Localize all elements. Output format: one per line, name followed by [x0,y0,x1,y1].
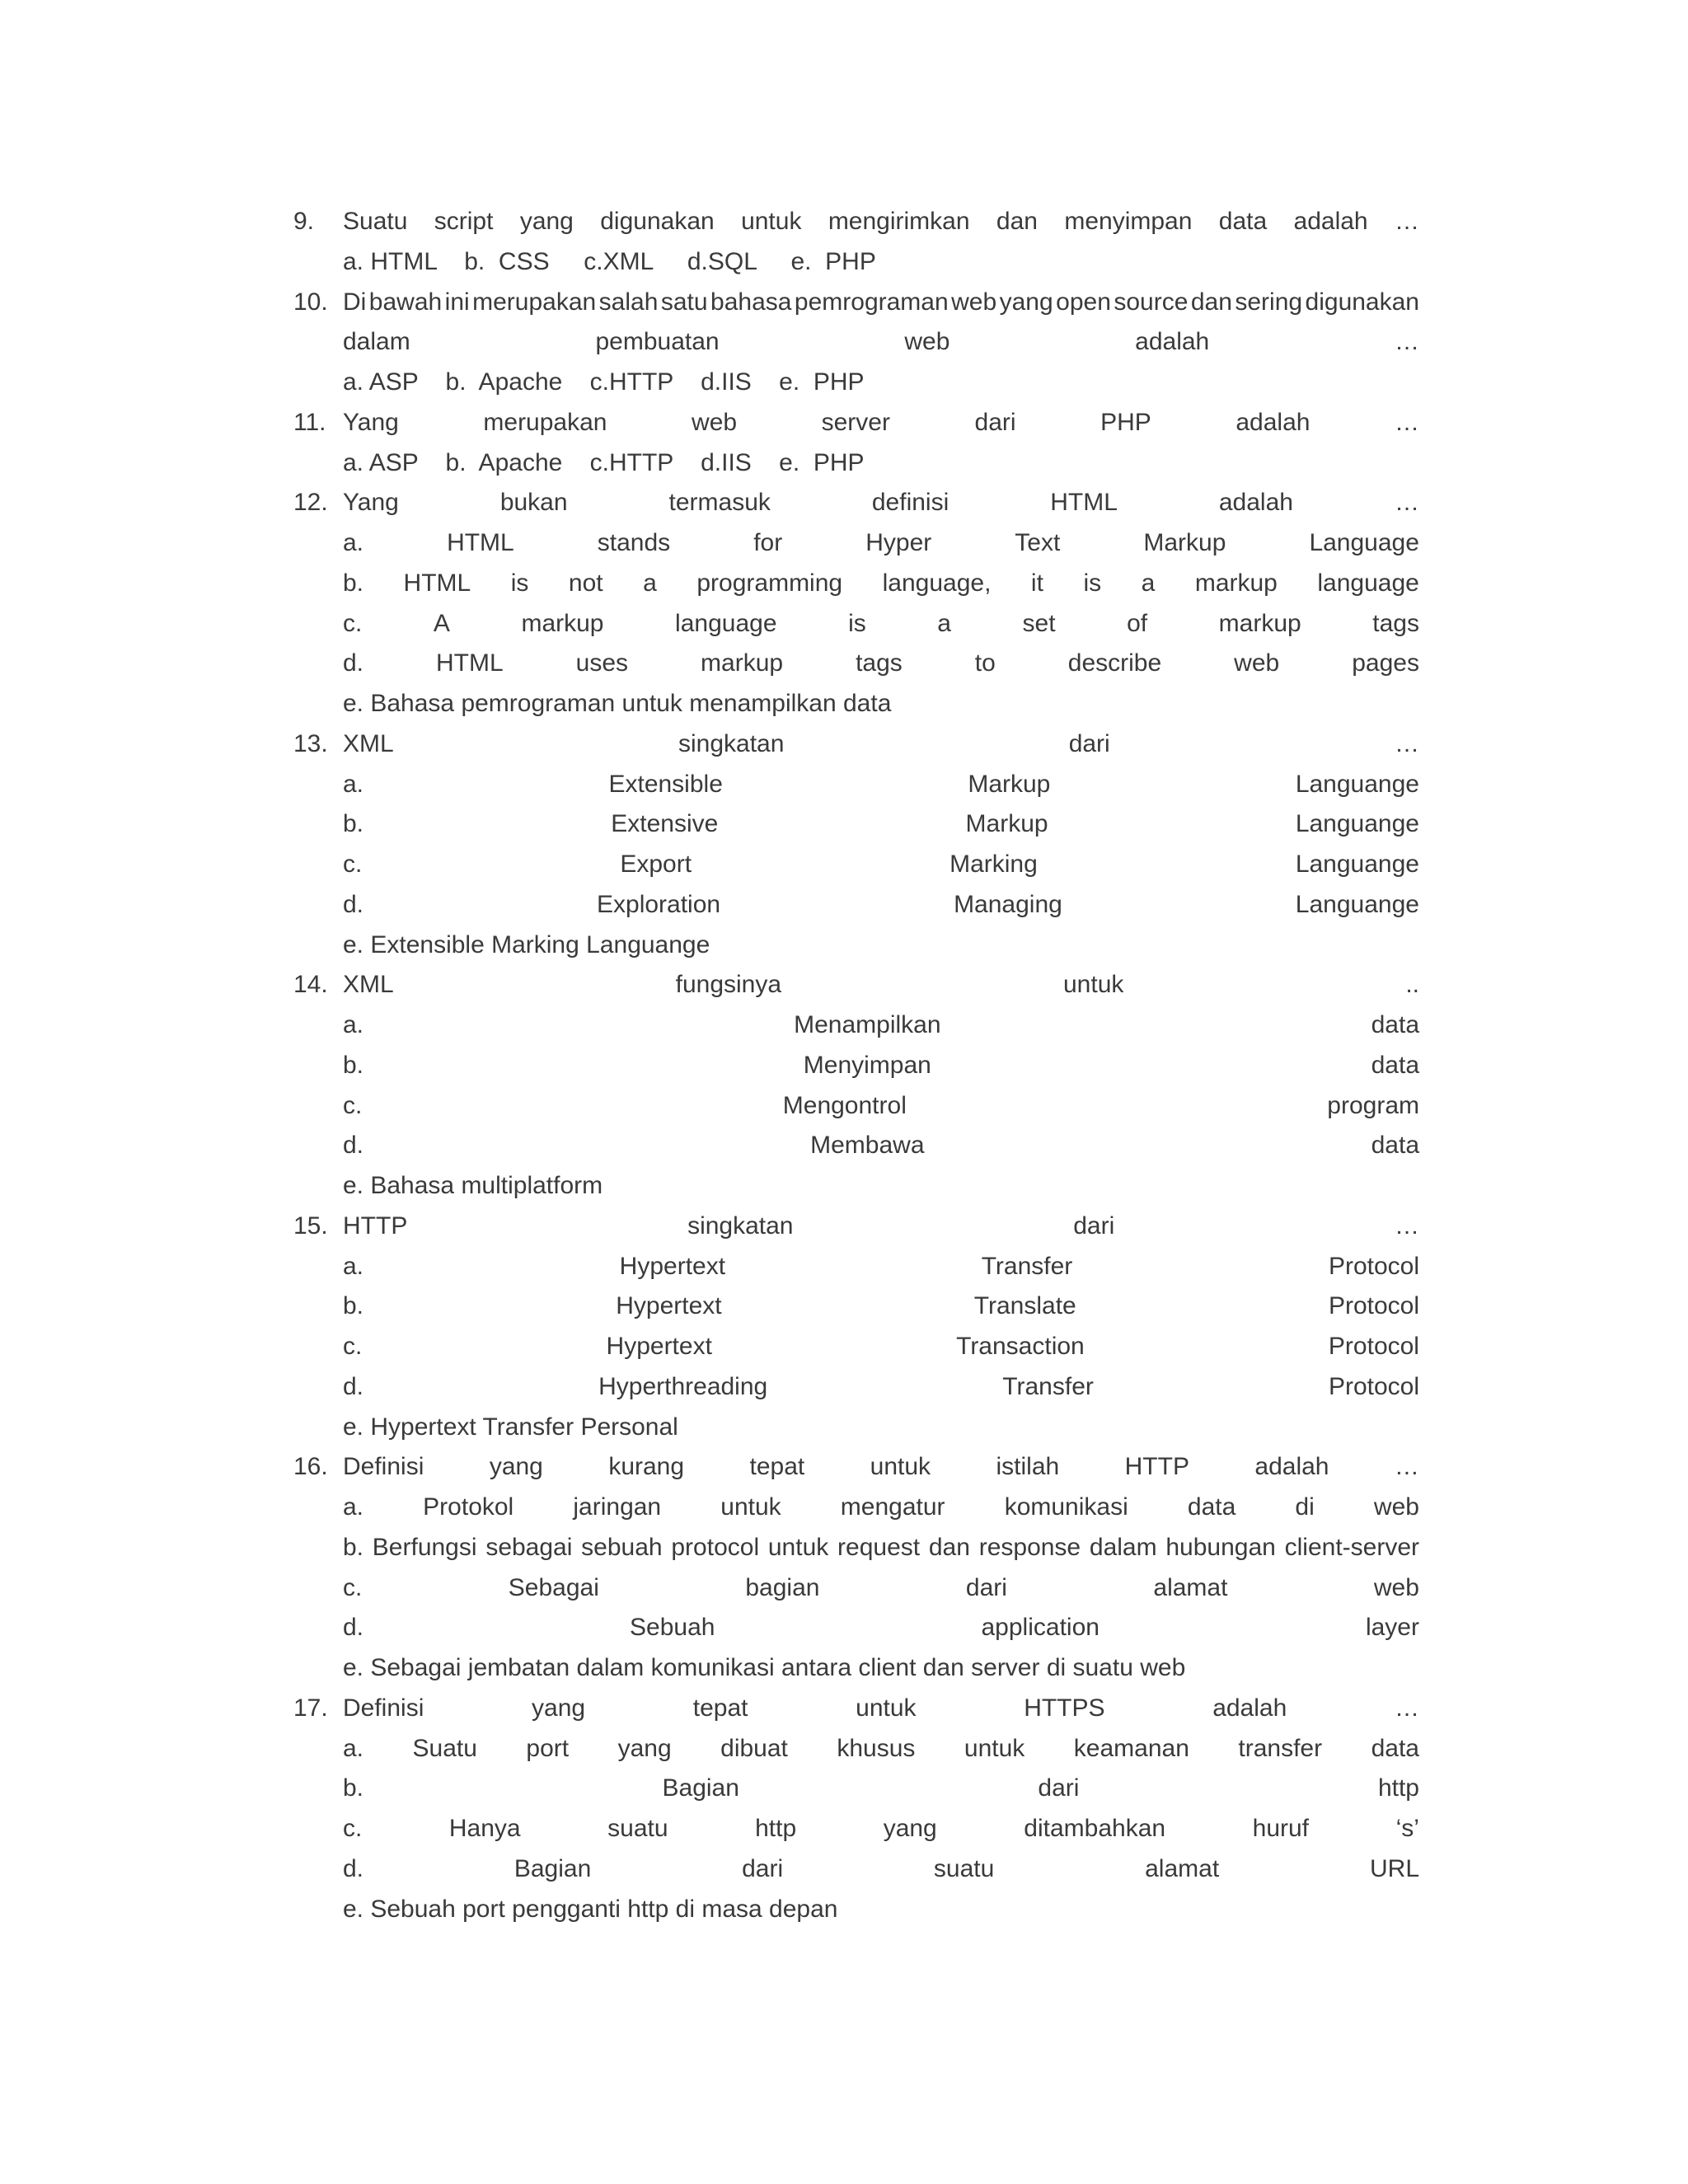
word: Bagian [513,1854,592,1882]
word: merupakan [483,408,607,436]
word: PHP [1100,408,1151,436]
question-text [343,1211,1419,1242]
word: singkatan [678,729,785,757]
question-text [343,1693,1419,1724]
word: HTTP [343,1212,408,1240]
answer-option [343,1371,1419,1403]
word: sering [1235,288,1303,316]
word: HTTP [1124,1453,1189,1481]
word: d. [343,649,364,677]
word: Transfer [1002,1372,1094,1400]
answer-option [343,769,1419,800]
question-number: 11. [293,408,326,436]
word: satu [660,288,708,316]
word: tepat [692,1694,748,1722]
word: sebuah [581,1533,663,1561]
word: language [1317,569,1419,597]
word: Menampilkan [794,1011,941,1038]
question-text [343,287,1419,318]
word: untuk [720,1493,781,1521]
word: Sebuah [630,1614,715,1642]
word: dari [1068,729,1110,757]
word: Managing [954,890,1062,918]
word: jaringan [573,1493,662,1521]
word: Exploration [597,890,721,918]
word: open [1056,288,1111,316]
word: URL [1369,1854,1419,1882]
word: … [1395,729,1419,757]
word: Hyperthreading [598,1372,768,1400]
word: alamat [1153,1573,1228,1601]
word: c. [343,1091,363,1119]
word: khusus [837,1734,916,1762]
word: a. [343,770,364,798]
word: c. [343,609,363,637]
word: a. [343,529,364,556]
word: Suatu [343,208,408,235]
word: Marking [950,851,1038,878]
word: HTML [447,529,514,556]
word: di [1295,1493,1315,1521]
word: .. [1405,971,1419,999]
word: Suatu [412,1734,477,1762]
word: termasuk [668,489,771,517]
word: describe [1067,649,1162,677]
word: tepat [749,1453,805,1481]
word: mengirimkan [828,208,970,235]
word: a. [343,1493,364,1521]
word: web [1373,1493,1419,1521]
word: Export [620,851,692,878]
word: markup [701,649,784,677]
word: application [981,1614,1100,1642]
word: untuk [741,208,802,235]
answer-option [343,1532,1419,1563]
word: huruf [1252,1815,1310,1842]
word: singkatan [687,1212,794,1240]
answer-option [343,1010,1419,1041]
word: b. [343,810,364,838]
word: is [848,609,866,637]
answer-option: a. HTML b. CSS c.XML d.SQL e. PHP [343,247,876,275]
answer-option: e. Bahasa pemrograman untuk menampilkan data [343,690,892,717]
word: yang [617,1734,672,1762]
word: script [434,208,494,235]
word: c. [343,1573,363,1601]
word: Membawa [810,1132,925,1160]
word: d. [343,890,364,918]
word: port [526,1734,570,1762]
answer-option: a. ASP b. Apache c.HTTP d.IIS e. PHP [343,448,865,476]
word: suatu [933,1854,995,1882]
question-number: 14. [293,971,328,999]
word: … [1394,1453,1419,1481]
word: HTML [403,569,471,597]
word: Sebagai [508,1573,599,1601]
word: Extensible [608,770,723,798]
word: Languange [1295,810,1419,838]
word: A [433,609,450,637]
word: fungsinya [675,971,782,999]
word: menyimpan [1064,208,1193,235]
answer-option [343,1572,1419,1604]
word: protocol [671,1533,760,1561]
word: Berfungsi [372,1533,477,1561]
word: digunakan [600,208,715,235]
word: a [643,569,657,597]
word: untuk [870,1453,931,1481]
word: web [904,328,950,356]
word: … [1394,489,1419,517]
word: … [1394,1694,1419,1722]
word: Bagian [662,1774,739,1802]
word: a. [343,1252,364,1280]
word: Protocol [1328,1333,1419,1360]
word: Markup [968,770,1051,798]
word: for [753,529,783,556]
question-text [343,969,1419,1001]
word: Protocol [1328,1252,1419,1280]
word: bahasa [710,288,792,316]
answer-option [343,1331,1419,1362]
word: XML [343,729,394,757]
word: Yang [343,489,399,517]
question-text [343,729,1419,760]
word: markup [1194,569,1278,597]
word: Text [1015,529,1061,556]
answer-option [343,1130,1419,1161]
answer-option: e. Extensible Marking Languange [343,930,710,958]
word: b. [343,1051,364,1079]
word: c. [343,1815,363,1842]
question-text [343,1451,1419,1483]
word: untuk [1063,971,1124,999]
word: dalam [343,328,410,356]
word: a. [343,1734,364,1762]
word: dari [1038,1774,1080,1802]
word: Yang [343,408,399,436]
word: language, [882,569,992,597]
word: dari [974,408,1016,436]
word: transfer [1238,1734,1323,1762]
word: programming [696,569,843,597]
word: Languange [1295,890,1419,918]
word: yang [883,1815,937,1842]
word: tags [856,649,903,677]
answer-option [343,1612,1419,1643]
word: d. [343,1132,364,1160]
question-number: 16. [293,1453,328,1481]
answer-option [343,326,1419,358]
word: ditambahkan [1024,1815,1166,1842]
word: markup [521,609,604,637]
word: uses [575,649,629,677]
word: Menyimpan [803,1051,931,1079]
word: pembuatan [595,328,720,356]
word: alamat [1145,1854,1220,1882]
word: untuk [964,1734,1025,1762]
word: http [755,1815,797,1842]
word: a. [343,1011,364,1038]
question-number: 9. [293,208,315,235]
word: b. [343,1774,364,1802]
word: Languange [1295,770,1419,798]
word: is [510,569,529,597]
word: yang [489,1453,543,1481]
word: Transaction [956,1333,1085,1360]
word: d. [343,1372,364,1400]
word: Hypertext [606,1333,712,1360]
word: Language [1309,529,1419,556]
word: Hyper [865,529,932,556]
word: bagian [745,1573,820,1601]
word: Di [343,288,367,316]
word: data [1371,1734,1419,1762]
word: adalah [1218,489,1293,517]
word: sebagai [485,1533,573,1561]
word: dari [965,1573,1007,1601]
word: web [1373,1573,1419,1601]
answer-option [343,849,1419,880]
word: language [675,609,777,637]
word: b. [343,569,364,597]
word: Hanya [448,1815,521,1842]
word: … [1394,408,1419,436]
word: yang [519,208,574,235]
word: Mengontrol [782,1091,907,1119]
word: HTML [1050,489,1118,517]
word: pemrograman [794,288,949,316]
word: a [937,609,951,637]
word: Markup [1143,529,1226,556]
answer-option [343,1733,1419,1765]
word: to [974,649,996,677]
word: web [951,288,997,316]
answer-option: a. ASP b. Apache c.HTTP d.IIS e. PHP [343,368,865,396]
word: Translate [973,1292,1076,1320]
answer-option [343,889,1419,921]
word: … [1394,328,1419,356]
question-text [343,206,1419,237]
word: komunikasi [1004,1493,1128,1521]
word: data [1371,1011,1419,1038]
question-number: 12. [293,489,328,517]
answer-option [343,568,1419,599]
word: salah [598,288,659,316]
word: yang [532,1694,586,1722]
word: d. [343,1614,364,1642]
word: data [1187,1493,1236,1521]
word: dan [996,208,1038,235]
word: server [821,408,890,436]
word: layer [1365,1614,1419,1642]
word: Hypertext [616,1292,722,1320]
word: client-server [1284,1533,1419,1561]
word: kurang [608,1453,685,1481]
word: hubungan [1165,1533,1276,1561]
word: adalah [1254,1453,1329,1481]
answer-option: e. Hypertext Transfer Personal [343,1413,678,1441]
word: untuk [856,1694,917,1722]
word: … [1395,1212,1419,1240]
word: suatu [607,1815,668,1842]
word: untuk [767,1533,829,1561]
word: data [1371,1132,1419,1160]
word: Protocol [1328,1372,1419,1400]
answer-option [343,1291,1419,1322]
answer-option [343,527,1419,559]
word: mengatur [840,1493,945,1521]
word: web [692,408,738,436]
word: dari [742,1854,784,1882]
word: adalah [1236,408,1311,436]
word: XML [343,971,394,999]
word: is [1083,569,1102,597]
word: merupakan [472,288,597,316]
answer-option: e. Sebagai jembatan dalam komunikasi antara client dan server di suatu web [343,1654,1186,1681]
word: set [1022,609,1056,637]
answer-option [343,1813,1419,1844]
word: adalah [1293,208,1368,235]
answer-option [343,1492,1419,1523]
question-number: 13. [293,729,328,757]
word: dibuat [720,1734,788,1762]
word: bawah [368,288,443,316]
word: yang [999,288,1053,316]
word: b. [343,1292,364,1320]
answer-option [343,1050,1419,1081]
word: dari [1073,1212,1115,1240]
word: c. [343,851,363,878]
word: dalam [1089,1533,1157,1561]
word: http [1377,1774,1419,1802]
word: pages [1352,649,1419,677]
word: Hypertext [619,1252,726,1280]
answer-option [343,608,1419,640]
word: definisi [871,489,950,517]
word: adalah [1212,1694,1287,1722]
word: tags [1372,609,1419,637]
word: Transfer [981,1252,1073,1280]
question-text [343,407,1419,438]
word: … [1394,208,1419,235]
word: d. [343,1854,364,1882]
answer-option [343,1773,1419,1804]
answer-option [343,648,1419,679]
word: Definisi [343,1694,424,1722]
word: bukan [499,489,568,517]
word: not [568,569,603,597]
word: Definisi [343,1453,424,1481]
word: HTML [436,649,504,677]
word: data [1218,208,1268,235]
word: c. [343,1333,363,1360]
word: request [837,1533,921,1561]
word: data [1371,1051,1419,1079]
question-number: 17. [293,1694,328,1722]
answer-option [343,1854,1419,1885]
word: Protokol [423,1493,514,1521]
word: dan [928,1533,970,1561]
word: Languange [1295,851,1419,878]
word: ini [444,288,470,316]
word: adalah [1135,328,1210,356]
question-number: 10. [293,288,328,316]
word: Extensive [611,810,719,838]
word: source [1114,288,1189,316]
answer-option: e. Sebuah port pengganti http di masa depan [343,1895,838,1923]
word: web [1234,649,1280,677]
word: Protocol [1328,1292,1419,1320]
answer-option [343,808,1419,840]
word: keamanan [1073,1734,1189,1762]
word: dan [1190,288,1232,316]
answer-option [343,1090,1419,1122]
word: it [1030,569,1043,597]
word: a [1141,569,1156,597]
answer-option: e. Bahasa multiplatform [343,1172,603,1199]
word: program [1327,1091,1419,1119]
word: digunakan [1305,288,1419,316]
word: response [978,1533,1081,1561]
word: Markup [965,810,1048,838]
word: b. [343,1533,364,1561]
word: HTTPS [1024,1694,1105,1722]
word: istilah [996,1453,1060,1481]
word: markup [1218,609,1301,637]
question-text [343,487,1419,518]
word: stands [597,529,671,556]
answer-option [343,1251,1419,1282]
question-number: 15. [293,1212,328,1240]
word: of [1127,609,1148,637]
word: ‘s’ [1395,1815,1419,1842]
